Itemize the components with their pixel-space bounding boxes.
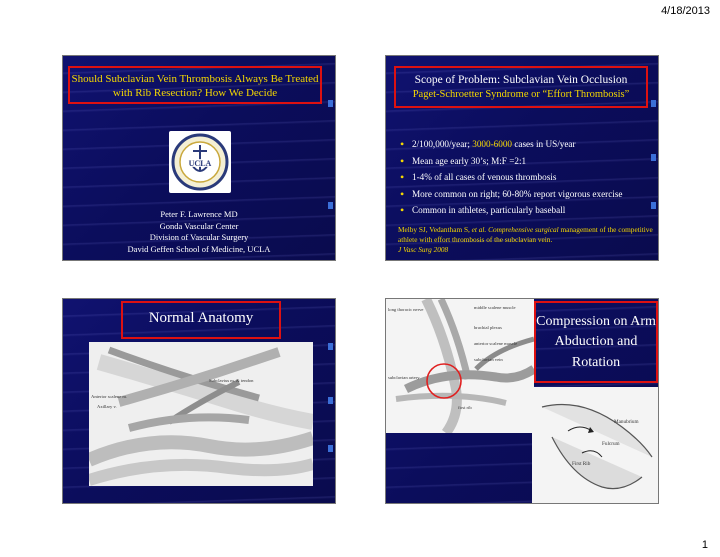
page-number: 1 — [701, 539, 708, 551]
fulcrum-diagram — [532, 387, 658, 503]
svg-text:first rib: first rib — [458, 405, 472, 410]
svg-text:Axillary v.: Axillary v. — [97, 404, 117, 409]
slide-title: Compression on Arm Abduction and Rotation — [534, 301, 658, 383]
decor-mark — [651, 154, 656, 161]
bullet-item: • More common on right; 60-80% report vigorous exercise — [400, 186, 655, 203]
svg-text:Manubrium: Manubrium — [614, 419, 639, 425]
slide-title — [394, 66, 648, 108]
svg-text:anterior scalene muscle: anterior scalene muscle — [474, 341, 518, 346]
bullet-item: • 2/100,000/year; 3000-6000 cases in US/year — [400, 136, 655, 153]
slide-scope — [385, 55, 659, 261]
decor-mark — [328, 202, 333, 209]
anatomy-illustration — [89, 342, 313, 486]
citation: Melby SJ, Vedantham S, et al. Comprehensive surgical management of the competitive athlete with effort thrombosis of the subclavian vein. J Vasc Surg 2008 — [398, 225, 653, 255]
presenter-credits — [63, 209, 335, 256]
thoracic-outlet-illustration — [386, 299, 534, 433]
svg-text:subclavian vein: subclavian vein — [474, 357, 503, 362]
highlight-count: 3000-6000 — [472, 139, 513, 149]
bullet-list — [400, 136, 655, 219]
svg-text:Subclavius m. & tendon: Subclavius m. & tendon — [209, 378, 254, 383]
slide-title-handout — [62, 55, 336, 261]
slide-normal-anatomy — [62, 298, 336, 504]
school-name: David Geffen School of Medicine, UCLA — [127, 244, 271, 255]
bullet-item: • 1-4% of all cases of venous thrombosis — [400, 169, 655, 186]
decor-mark — [651, 100, 656, 107]
division-name: Division of Vascular Surgery — [149, 232, 249, 243]
presenter-name: Peter F. Lawrence MD — [160, 209, 238, 219]
journal-ref: J Vasc Surg 2008 — [398, 245, 449, 255]
slide-compression — [385, 298, 659, 504]
title-text: Scope of Problem: Subclavian Vein Occlusion — [414, 74, 628, 86]
decor-mark — [328, 343, 333, 350]
decor-mark — [328, 397, 333, 404]
ucla-seal-logo — [169, 131, 231, 193]
svg-text:brachial plexus: brachial plexus — [474, 325, 502, 330]
svg-text:long thoracic nerve: long thoracic nerve — [388, 307, 424, 312]
svg-text:Anterior scalene m.: Anterior scalene m. — [91, 394, 128, 399]
svg-text:Fulcrum: Fulcrum — [602, 441, 620, 447]
decor-mark — [651, 202, 656, 209]
subtitle-text: Paget-Schroetter Syndrome or “Effort Thrombosis” — [412, 88, 630, 100]
decor-mark — [328, 100, 333, 107]
slide-title: Normal Anatomy — [121, 301, 281, 339]
center-name: Gonda Vascular Center — [159, 220, 239, 231]
svg-text:subclavian artery: subclavian artery — [388, 375, 420, 380]
page-date: 4/18/2013 — [661, 5, 710, 17]
svg-text:UCLA: UCLA — [188, 159, 212, 168]
bullet-item: • Common in athletes, particularly baseball — [400, 202, 655, 219]
slide-title: Should Subclavian Vein Thrombosis Always Be Treated with Rib Resection? How We Decide — [68, 66, 322, 104]
decor-mark — [328, 445, 333, 452]
svg-text:First Rib: First Rib — [572, 461, 591, 467]
svg-text:middle scalene muscle: middle scalene muscle — [474, 305, 516, 310]
bullet-item: • Mean age early 30’s; M:F =2:1 — [400, 153, 655, 170]
